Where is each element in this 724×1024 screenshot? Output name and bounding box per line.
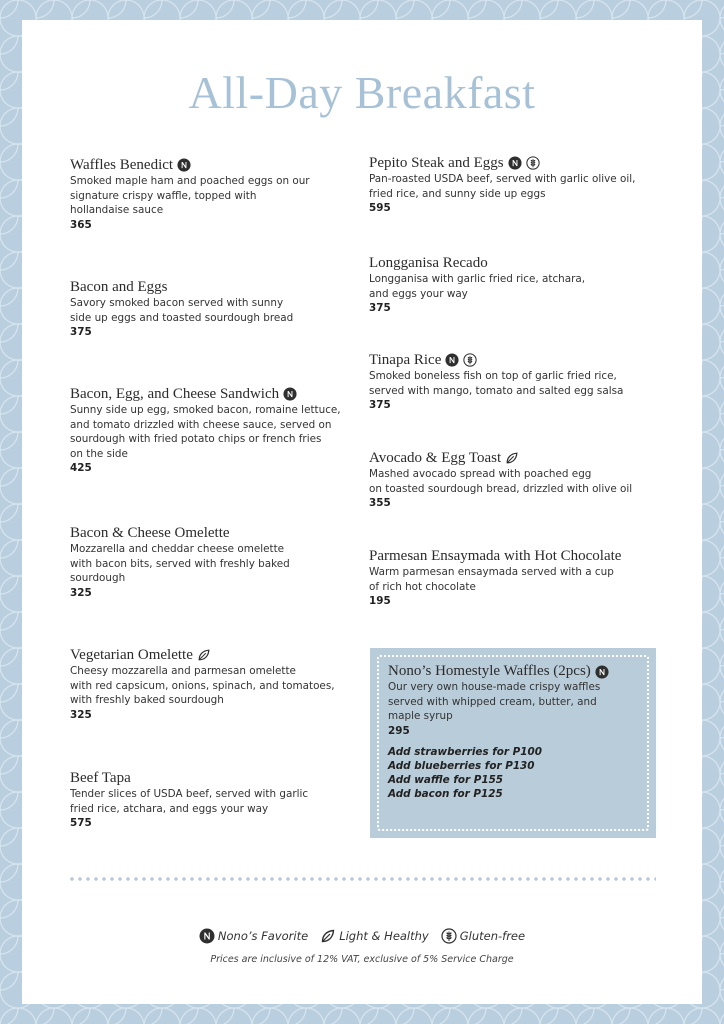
menu-item (70, 646, 360, 723)
menu-item (70, 769, 360, 831)
menu-item (70, 278, 360, 340)
gluten-free-icon (463, 353, 477, 367)
item-name (388, 662, 638, 680)
legend (22, 928, 702, 944)
item-name-text: Nono’s Homestyle Waffles (2pcs) (388, 663, 591, 679)
item-name-text: Bacon & Cheese Omelette (70, 525, 230, 541)
item-icons (595, 662, 609, 680)
item-name-text: Pepito Steak and Eggs (369, 155, 504, 171)
item-description: Tender slices of USDA beef, served with garlic fried rice, atchara, and eggs your way (70, 788, 309, 815)
item-name-text: Parmesan Ensaymada with Hot Chocolate (369, 548, 622, 564)
addon-list (388, 745, 638, 801)
page-title: All-Day Breakfast (188, 67, 536, 118)
menu-item (369, 547, 669, 609)
item-name (70, 385, 360, 403)
nono-favorite-icon (595, 665, 609, 679)
addon-item: Add blueberries for P130 (388, 759, 535, 772)
menu-item (369, 351, 669, 413)
item-price: 365 (70, 218, 92, 231)
item-description: Mozzarella and cheddar cheese omelette with bacon bits, served with freshly baked sourdough (70, 543, 290, 584)
item-price: 375 (369, 399, 391, 411)
dotted-divider (68, 877, 656, 881)
item-name-text: Vegetarian Omelette (70, 647, 193, 663)
item-name (70, 646, 360, 664)
addon-item: Add waffle for P155 (388, 773, 504, 786)
item-name (70, 156, 360, 174)
addon-item: Add strawberries for P100 (388, 745, 542, 758)
item-price: 375 (70, 326, 92, 338)
legend-entry (320, 928, 429, 944)
menu-item (70, 385, 360, 476)
nono-favorite-icon (508, 156, 522, 170)
item-description: Smoked maple ham and poached eggs on our signature crispy waffle, topped with hollandaise sauce (70, 175, 310, 216)
item-name-text: Tinapa Rice (369, 352, 442, 368)
item-name (70, 524, 360, 542)
addon-item: Add bacon for P125 (388, 787, 503, 800)
item-name (70, 278, 360, 296)
light-healthy-icon (505, 451, 519, 465)
legend-label: Nono’s Favorite (217, 929, 309, 943)
item-name-text: Waffles Benedict (70, 157, 174, 173)
nono-favorite-icon (445, 353, 459, 367)
item-description: Longganisa with garlic fried rice, atchara, and eggs your way (369, 273, 586, 300)
item-price: 375 (369, 302, 391, 314)
legend-label: Light & Healthy (339, 929, 429, 943)
item-name (70, 769, 360, 787)
item-name (369, 547, 669, 565)
nono-favorite-icon (199, 928, 215, 944)
item-description: Our very own house-made crispy waffles served with whipped cream, butter, and maple syrup (388, 681, 601, 722)
item-description: Pan-roasted USDA beef, served with garlic olive oil, fried rice, and sunny side up eggs (369, 173, 636, 200)
item-name (369, 351, 669, 369)
item-name-text: Bacon, Egg, and Cheese Sandwich (70, 386, 280, 402)
nono-favorite-icon (283, 387, 297, 401)
item-price: 195 (369, 595, 391, 607)
item-name (369, 449, 669, 467)
menu-item (70, 524, 360, 601)
item-price: 325 (70, 586, 92, 599)
item-description: Smoked boneless fish on top of garlic fried rice, served with mango, tomato and salted egg salsa (369, 370, 624, 397)
gluten-free-icon (526, 156, 540, 170)
item-description: Cheesy mozzarella and parmesan omelette with red capsicum, onions, spinach, and tomatoes, with freshly baked sourdough (70, 665, 335, 706)
item-name-text: Longganisa Recado (369, 255, 488, 271)
item-description: Warm parmesan ensaymada served with a cup of rich hot chocolate (369, 566, 614, 593)
light-healthy-icon (197, 648, 211, 662)
legend-label: Gluten-free (459, 929, 526, 943)
item-price: 595 (369, 202, 391, 214)
gluten-free-icon (441, 928, 457, 944)
item-description: Savory smoked bacon served with sunny side up eggs and toasted sourdough bread (70, 297, 294, 324)
item-description: Mashed avocado spread with poached egg on toasted sourdough bread, drizzled with olive oil (369, 468, 633, 495)
legend-entry (199, 928, 308, 944)
item-name (369, 154, 669, 172)
item-price: 425 (70, 462, 92, 474)
item-price: 355 (369, 497, 391, 509)
menu-item (369, 449, 669, 511)
menu-item (70, 156, 360, 233)
item-price: 575 (70, 817, 92, 829)
light-healthy-icon (320, 928, 336, 944)
price-note: Prices are inclusive of 12% VAT, exclusive of 5% Service Charge (210, 954, 514, 965)
featured-item-box (370, 648, 656, 838)
item-price: 325 (70, 708, 92, 721)
item-name-text: Avocado & Egg Toast (369, 450, 502, 466)
item-name (369, 254, 669, 272)
item-name-text: Beef Tapa (70, 770, 131, 786)
menu-item (369, 154, 669, 216)
nono-favorite-icon (177, 158, 191, 172)
item-description: Sunny side up egg, smoked bacon, romaine lettuce, and tomato drizzled with cheese sauce, served on sourdough with fried potato chips or french fries on the side (70, 404, 341, 460)
featured-item (388, 662, 638, 801)
item-name-text: Bacon and Eggs (70, 279, 168, 295)
legend-entry (441, 928, 525, 944)
menu-item (369, 254, 669, 316)
menu-sheet (22, 20, 702, 1004)
item-price: 295 (388, 724, 410, 737)
